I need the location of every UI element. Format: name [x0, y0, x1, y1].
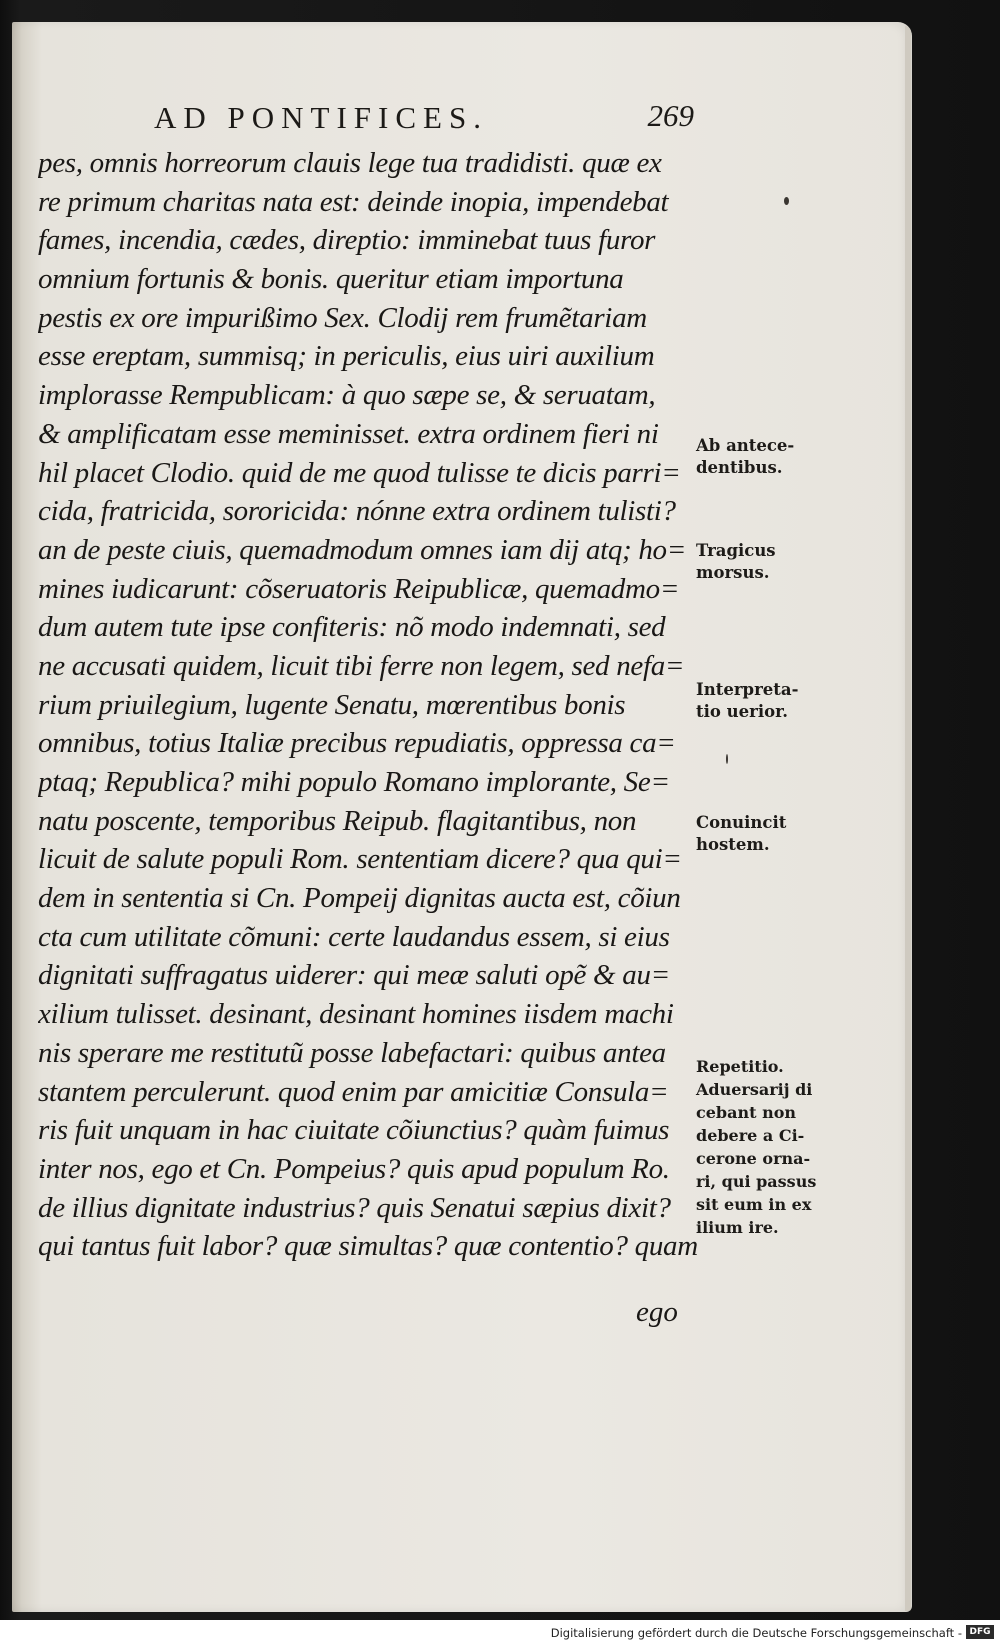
page-edge [905, 26, 911, 1611]
margin-note-line: Repetitio. [696, 1057, 784, 1076]
margin-note-line: hostem. [696, 835, 770, 854]
margin-note [696, 435, 846, 479]
text-line: implorasse Rempublicam: à quo sæpe se, & seruatam, [38, 379, 656, 412]
text-line: natu poscente, temporibus Reipub. flagitantibus, non [38, 804, 637, 837]
margin-note-line: debere a Ci- [696, 1126, 805, 1145]
text-line: cta cum utilitate cõmuni: certe laudandus essem, si eius [38, 920, 670, 953]
text-line: nis sperare me restitutũ posse labefactari: quibus antea [38, 1036, 666, 1069]
margin-note-line: tio uerior. [696, 702, 789, 721]
text-line: rium priuilegium, lugente Senatu, mœrentibus bonis [38, 688, 626, 721]
running-title: AD PONTIFICES. [154, 100, 488, 135]
text-line: omnibus, totius Italiæ precibus repudiatis, oppressa ca= [38, 727, 676, 760]
catchword: ego [636, 1296, 678, 1328]
text-line: ris fuit unquam in hac ciuitate cõiunctius? quàm fuimus [38, 1114, 670, 1147]
text-line: esse ereptam, summisq; in periculis, eius uiri auxilium [38, 340, 655, 373]
footer-credit: Digitalisierung gefördert durch die Deutsche Forschungsgemeinschaft - [550, 1626, 962, 1640]
body-text [38, 144, 698, 1266]
margin-note-line: Conuincit [696, 813, 787, 832]
text-line: fames, incendia, cædes, direptio: imminebat tuus furor [38, 224, 656, 257]
margin-note-line: dentibus. [696, 458, 783, 477]
text-line: dem in sententia si Cn. Pompeij dignitas aucta est, cõiun [38, 882, 681, 915]
margin-note-line: cebant non [696, 1103, 797, 1122]
text-line: pestis ex ore impurißimo Sex. Clodij rem frumẽtariam [38, 301, 647, 334]
text-line: hil placet Clodio. quid de me quod tulisse te dicis parri= [38, 456, 681, 489]
text-line: cida, fratricida, sororicida: nónne extra ordinem tulisti? [38, 495, 676, 528]
text-line: de illius dignitate industrius? quis Senatui sæpius dixit? [38, 1191, 671, 1224]
text-line: omnium fortunis & bonis. queritur etiam importuna [38, 263, 624, 296]
ink-speck [784, 197, 789, 205]
page-header [154, 100, 694, 140]
margin-note-line: ilium ire. [696, 1218, 779, 1237]
margin-note-line: ri, qui passus [696, 1172, 817, 1191]
margin-note-line: Ab antece- [696, 436, 795, 455]
margin-note [696, 1055, 846, 1239]
text-line: dum autem tute ipse confiteris: nõ modo indemnati, sed [38, 611, 666, 644]
margin-note-line: Interpreta- [696, 680, 799, 699]
margin-note-line: morsus. [696, 563, 770, 582]
text-line: ne accusati quidem, licuit tibi ferre non legem, sed nefa= [38, 649, 685, 682]
margin-note-line: sit eum in ex [696, 1195, 812, 1214]
dfg-logo: DFG [966, 1625, 994, 1639]
text-line: & amplificatam esse meminisset. extra ordinem fieri ni [38, 417, 659, 450]
text-line: licuit de salute populi Rom. sententiam dicere? qua qui= [38, 843, 682, 876]
text-line: inter nos, ego et Cn. Pompeius? quis apud populum Ro. [38, 1152, 670, 1185]
text-line: xilium tulisset. desinant, desinant homines iisdem machi [38, 998, 674, 1031]
text-line: re primum charitas nata est: deinde inopia, impendebat [38, 185, 669, 218]
margin-note [696, 540, 846, 584]
text-line: an de peste ciuis, quemadmodum omnes iam dij atq; ho= [38, 533, 687, 566]
ink-speck [726, 754, 728, 764]
text-line: pes, omnis horreorum clauis lege tua tradidisti. quæ ex [38, 147, 662, 179]
page-number: 269 [647, 98, 694, 133]
text-line: dignitati suffragatus uiderer: qui meæ saluti opẽ & au= [38, 959, 670, 992]
margin-note-line: Tragicus [696, 541, 776, 560]
text-line: qui tantus fuit labor? quæ simultas? quæ contentio? quam [38, 1230, 698, 1263]
margin-note-line: Aduersarij di [696, 1080, 813, 1099]
margin-note [696, 812, 846, 856]
text-line: stantem perculerunt. quod enim par amicitiæ Consula= [38, 1075, 669, 1108]
margin-note [696, 679, 846, 723]
margin-note-line: cerone orna- [696, 1149, 811, 1168]
text-line: ptaq; Republica? mihi populo Romano implorante, Se= [38, 766, 670, 798]
text-line: mines iudicarunt: cõseruatoris Reipublicæ, quemadmo= [38, 572, 680, 605]
